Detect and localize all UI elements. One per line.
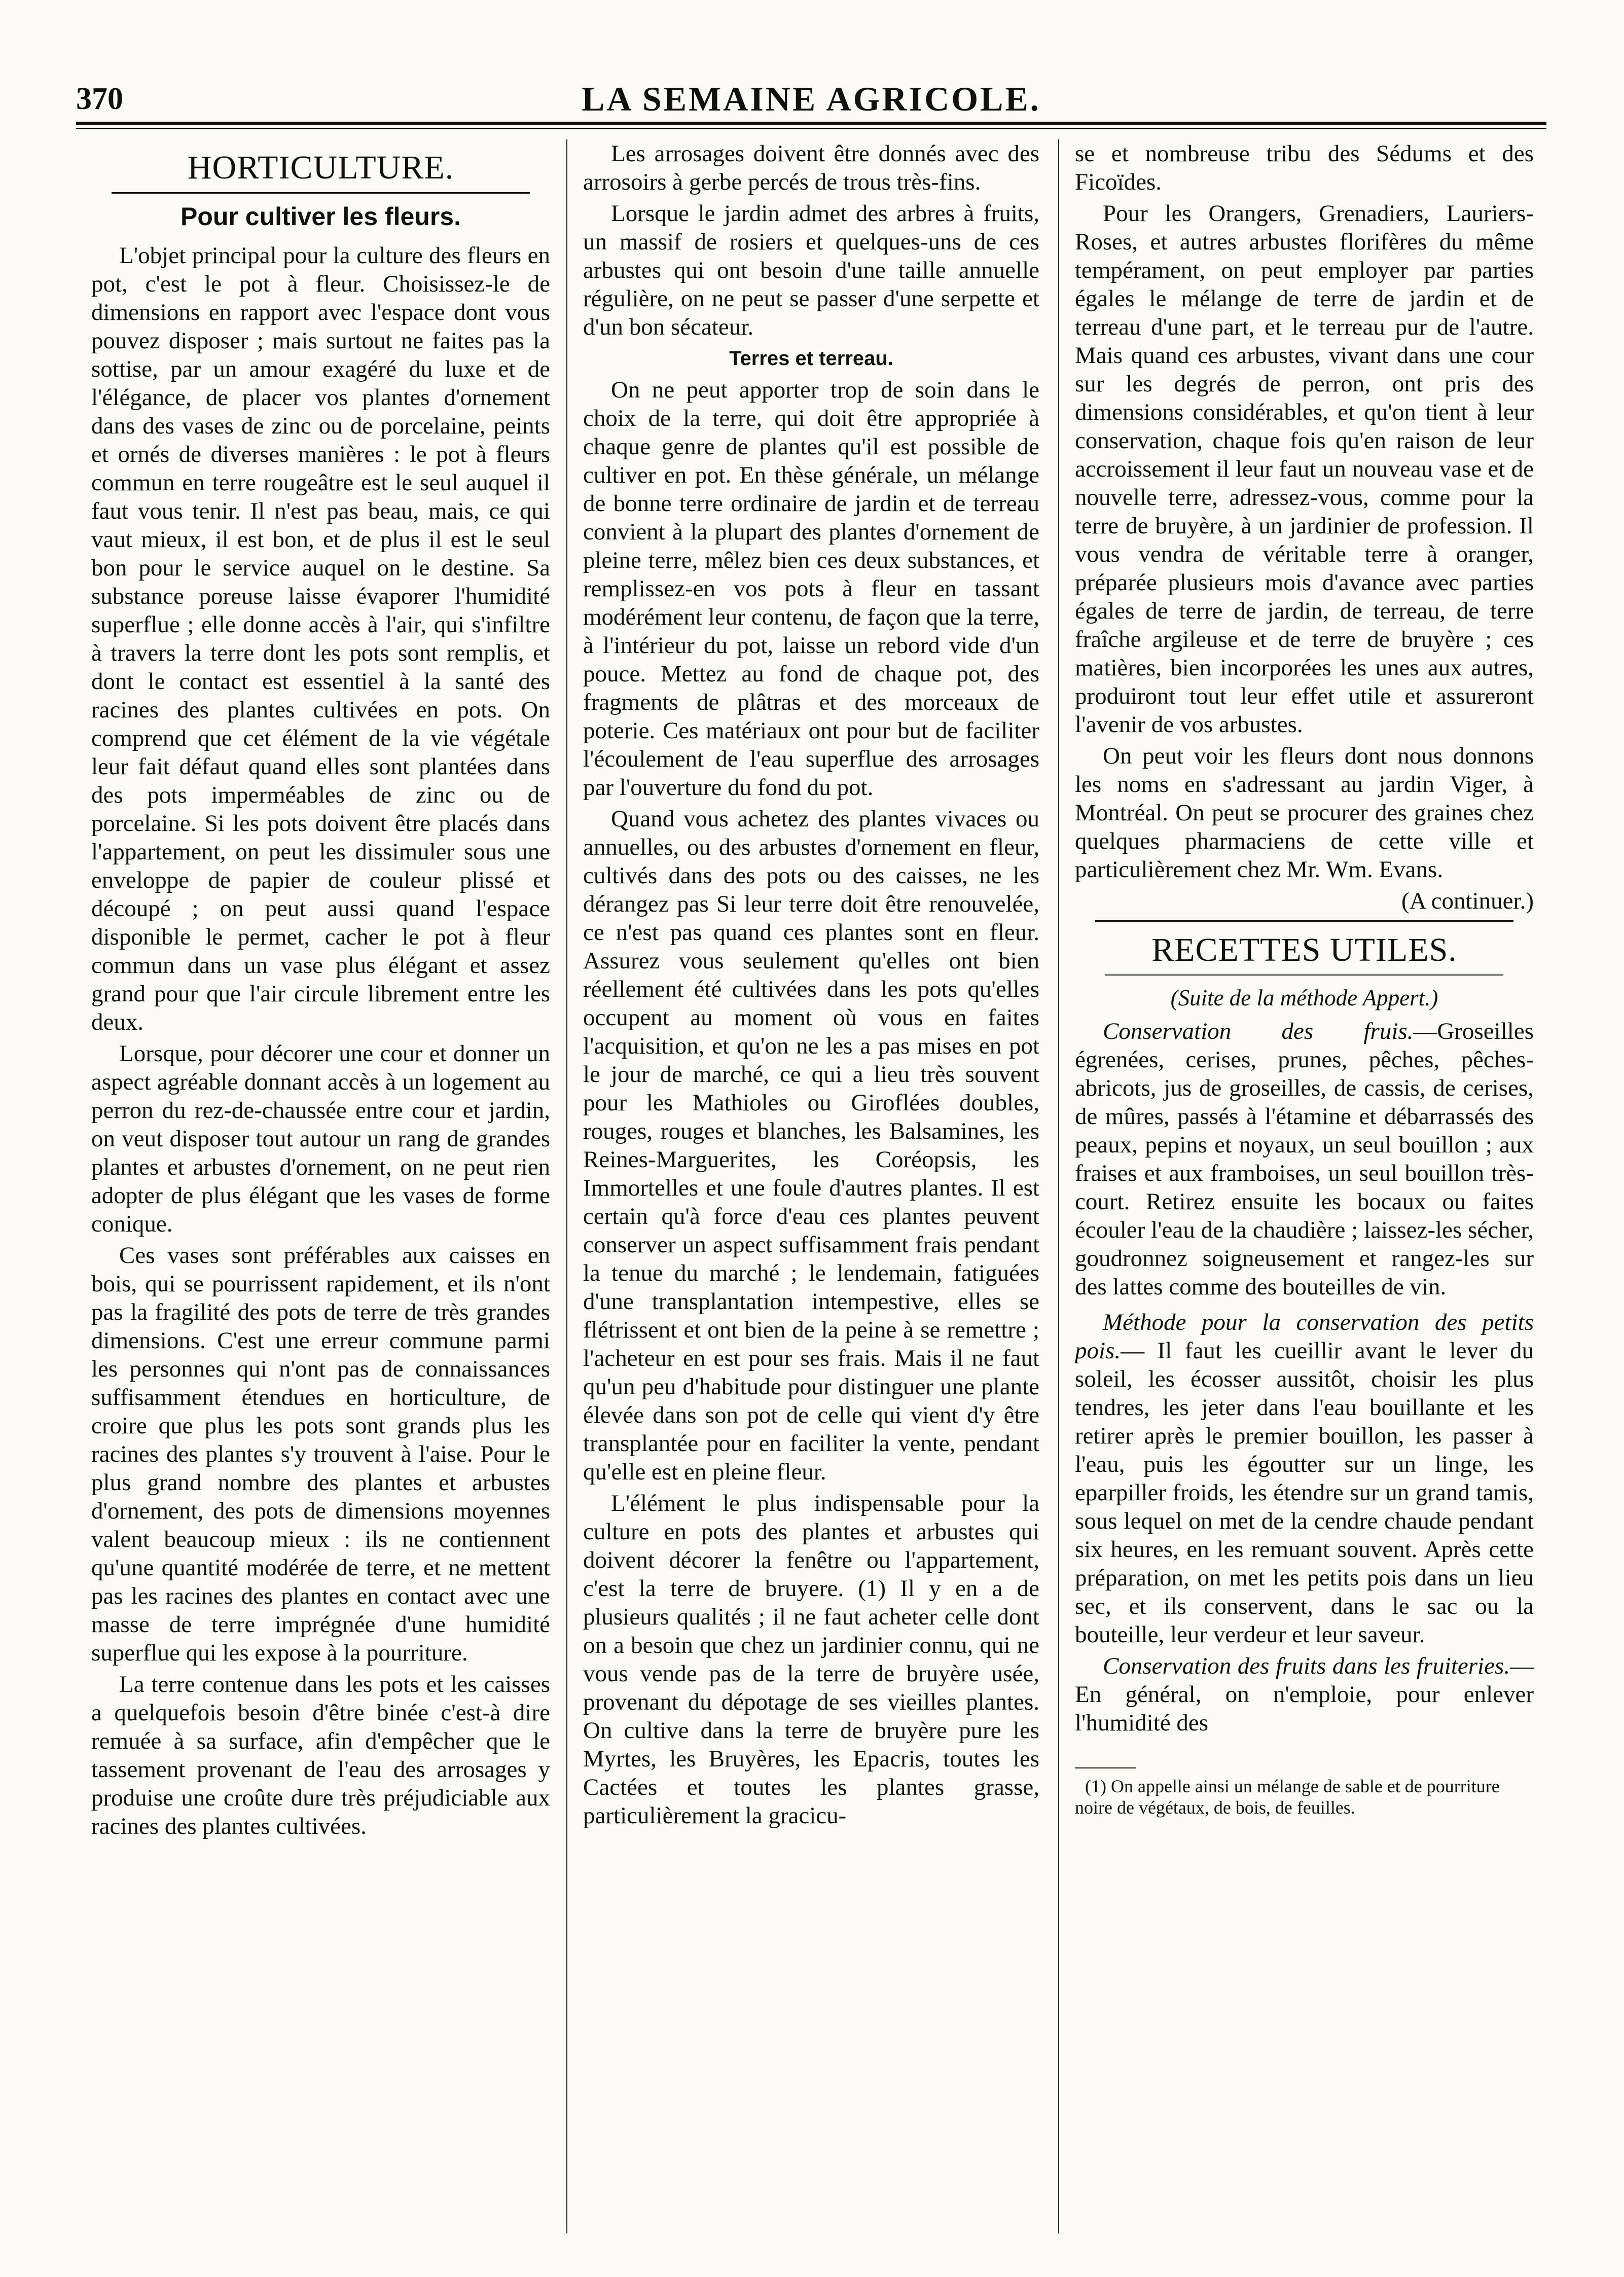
paragraph: On ne peut apporter trop de soin dans le choix de la terre, qui doit être appropriée à chaque genre de plantes qu'il est possible de cultiver en pot. En thèse générale, un mélange de bonne terre ordinaire de jardin et de terreau convient à la plupart des plantes d'ornement de pleine terre, mêlez bien ces deux substances, et remplissez-en vos pots à fleur en tassant modérément leur contenu, de façon que la terre, à l'intérieur du pot, laisse un rebord vide d'un pouce. Mettez au fond de chaque pot, des fragments de plâtras et des morceaux de poterie. Ces matériaux ont pour but de faciliter l'écoulement de l'eau superflue des arrosages par l'ouverture du fond du pot. (583, 377, 1039, 801)
recipe-text: —Groseilles égrenées, cerises, prunes, pêches, pêches-abricots, jus de groseilles, de cassis, de cerises, de mûres, passés à l'étamine et débarrassés des peaux, pepins et noyaux, un seul bouillon ; aux fraises et aux framboises, un seul bouillon très-court. Retirez ensuite les bocaux ou faites écouler l'eau de la chaudière ; laissez-les sécher, goudronnez soigneusement et rangez-les sur des lattes comme des bouteilles de vin. (1075, 1018, 1534, 1300)
recipe-title: Conservation des fruits dans les fruiteries. (1103, 1653, 1510, 1679)
paragraph: L'élément le plus indispensable pour la culture en pots des plantes et arbustes qui doivent décorer la fenêtre ou l'appartement, c'est la terre de bruyere. (1) Il y en a de plusieurs qualités ; il ne faut acheter celle dont on a besoin que chez un jardinier connu, qui ne vous vende pas de la terre de bruyère usée, provenant du dépotage de ses vieilles plantes. On cultive dans la terre de bruyère pure les Myrtes, les Bruyères, les Epacris, toutes les Cactées et toutes les plantes grasse, particulièrement la gracicu- (583, 1490, 1039, 1829)
paragraph: se et nombreuse tribu des Sédums et des Ficoïdes. (1075, 140, 1534, 195)
recipe-title: Méthode pour la conservation des petits pois. (1075, 1309, 1534, 1364)
column-divider (566, 139, 567, 2233)
section-rule (1095, 920, 1513, 922)
header-rule-thin (76, 128, 1546, 129)
paragraph: Les arrosages doivent être donnés avec des arrosoirs à gerbe percés de trous très-fins. (583, 140, 1039, 195)
recipe-paragraph (1075, 1652, 1534, 1737)
paragraph: Quand vous achetez des plantes vivaces ou annuelles, ou des arbustes d'ornement en fleur, cultivés dans des pots ou des caisses, ne les dérangez pas Si leur terre doit être renouvelée, ce n'est pas quand ces plantes sont en fleur. Assurez vous seulement qu'elles ont bien réellement été cultivées dans les pots qu'elles occupent au moment où vous en faites l'acquisition, et qu'on ne les a pas mises en pot le jour de marché, ce qui a lieu très souvent pour les Mathioles ou Giroflées doubles, rouges, rouges et blanches, les Balsamines, les Reines-Marguerites, les Coréopsis, les Immortelles et une foule d'autres plantes. Il est certain qu'à force d'eau ces plantes peuvent conserver un aspect suffisamment frais pendant la tenue du marché ; le lendemain, fatiguées d'une transplantation intempestive, elles se flétrissent et ont bien de la peine à se remettre ; l'acheteur en est pour ses frais. Mais il ne faut qu'un peu d'habitude pour distinguer une plante élevée dans son pot de celle qui vient d'y être transplantée pour en faciliter la vente, pendant qu'elle est en pleine fleur. (583, 806, 1039, 1485)
section-subtitle: (Suite de la méthode Appert.) (1170, 985, 1438, 1010)
section-heading-recettes: RECETTES UTILES. (1151, 931, 1457, 968)
recipe-text: — Il faut les cueillir avant le lever du soleil, les écosser aussitôt, choisir les plus tendres, les jeter dans l'eau bouillante et les retirer après le premier bouillon, les passer à l'eau, puis les égoutter sur un linge, les eparpiller froids, les étendre sur un grand tamis, sous lequel on met de la cendre chaude pendant six heures, en les remuant souvent. Après cette préparation, on met les petits pois dans un lieu sec, et ils conservent, dans le sac ou la bouteille, leur verdeur et leur saveur. (1075, 1338, 1534, 1648)
recipe-paragraph (1075, 1017, 1534, 1301)
footnote: (1) On appelle ainsi un mélange de sable et de pourriture noire de végétaux, de bois, de feuilles. (1075, 1776, 1500, 1818)
paragraph: On peut voir les fleurs dont nous donnons les noms en s'adressant au jardin Viger, à Montréal. On peut se procurer des graines chez quelques pharmaciens de cette ville et particulièrement chez Mr. Wm. Evans. (1075, 743, 1534, 883)
section-heading-horticulture: HORTICULTURE. (187, 149, 454, 186)
running-header (76, 76, 1546, 117)
column-3 (1075, 139, 1534, 2228)
paragraph: L'objet principal pour la culture des fleurs en pot, c'est le pot à fleur. Choisissez-le de dimensions en rapport avec l'espace dont vous pouvez disposer ; mais surtout ne faites pas la sottise, par un amour exagéré du luxe et de l'élégance, de placer vos plantes d'ornement dans des vases de zinc ou de porcelaine, peints et ornés de diverses manières : le pot à fleurs commun en terre rougeâtre est le seul auquel il faut vous tenir. Il n'est pas beau, mais, ce qui vaut mieux, il est bon, et de plus il est le seul bon pour le service auquel on le destine. Sa substance poreuse laisse évaporer l'humidité superflue ; elle donne accès à l'air, qui s'infiltre à travers la terre dont les pots sont remplis, et dont le contact est essentiel à la santé des racines des plantes cultivées en pots. On comprend que cet élément de la vie végétale leur fait défaut quand elles sont plantées dans des pots imperméables de zinc ou de porcelaine. Si les pots doivent être placés dans l'appartement, on peut les dissimuler sous une enveloppe de papier de couleur plissé et découpé ; on peut aussi quand l'espace disponible le permet, cacher le pot à fleur commun dans un vase plus élégant et assez grand pour que l'air circule librement entre les deux. (91, 242, 550, 1035)
header-rule (76, 122, 1546, 125)
section-rule (112, 192, 530, 194)
paragraph: La terre contenue dans les pots et les caisses a quelquefois besoin d'être binée c'est-à dire remuée à sa surface, afin d'empêcher que le tassement provenant de l'eau des arrosages y produise une croûte dure très préjudiciable aux racines des plantes cultivées. (91, 1671, 550, 1839)
continued-note: (A continuer.) (1401, 888, 1534, 914)
article-title: Pour cultiver les fleurs. (181, 202, 461, 231)
column-divider (1058, 139, 1059, 2233)
section-rule (1105, 974, 1503, 975)
footnote-rule (1075, 1767, 1136, 1768)
journal-title: LA SEMAINE AGRICOLE. (582, 80, 1041, 118)
recipe-text: — En général, on n'emploie, pour enlever l'humidité des (1075, 1653, 1534, 1736)
recipe-paragraph (1075, 1308, 1534, 1649)
paragraph: Ces vases sont préférables aux caisses en bois, qui se pourrissent rapidement, et ils n'ont pas la fragilité des pots de terre de très grandes dimensions. C'est une erreur commune parmi les personnes qui n'ont pas de connaissances suffisamment étendues en horticulture, de croire que plus les pots sont grands plus les racines des plantes s'y trouvent à l'aise. Pour le plus grand nombre des plantes et arbustes d'ornement, des pots de dimensions moyennes valent beaucoup mieux : ils ne contiennent qu'une quantité modérée de terre, et ne mettent pas les racines des plantes en contact avec une masse de terre imprégnée d'une humidité superflue qui les expose à la pourriture. (91, 1242, 550, 1666)
paragraph: Lorsque, pour décorer une cour et donner un aspect agréable donnant accès à un logement au perron du rez-de-chaussée entre cour et jardin, on veut disposer tout autour un rang de grandes plantes et arbustes d'ornement, on ne peut rien adopter de plus élégant que les vases de forme conique. (91, 1040, 550, 1237)
column-2 (583, 139, 1039, 2228)
column-1 (91, 139, 550, 2228)
paragraph: Pour les Orangers, Grenadiers, Lauriers-Roses, et autres arbustes florifères du même tempérament, on peut employer par parties égales le mélange de terre de jardin et de terreau d'une part, et le terreau pur de l'autre. Mais quand ces arbustes, vivant dans une cour sur les degrés de perron, ont pris des dimensions considérables, et qu'on tient à leur conservation, chaque fois qu'en raison de leur accroissement il leur faut un nouveau vase et de nouvelle terre, adressez-vous, comme pour la terre de bruyère, à un jardinier de profession. Il vous vendra de véritable terre à oranger, préparée plusieurs mois d'avance avec parties égales de terre de jardin, de terreau, de terre fraîche argileuse et de terre de bruyère ; ces matières, bien incorporées les unes aux autres, produiront tout leur effet utile et assureront l'avenir de vos arbustes. (1075, 200, 1534, 738)
page-number: 370 (76, 82, 123, 116)
paragraph: Lorsque le jardin admet des arbres à fruits, un massif de rosiers et quelques-uns de ces arbustes qui ont besoin d'une taille annuelle régulière, on ne peut se passer d'une serpette et d'un bon sécateur. (583, 200, 1039, 340)
subheading-terres: Terres et terreau. (729, 347, 893, 370)
recipe-title: Conservation des fruis. (1103, 1018, 1414, 1044)
